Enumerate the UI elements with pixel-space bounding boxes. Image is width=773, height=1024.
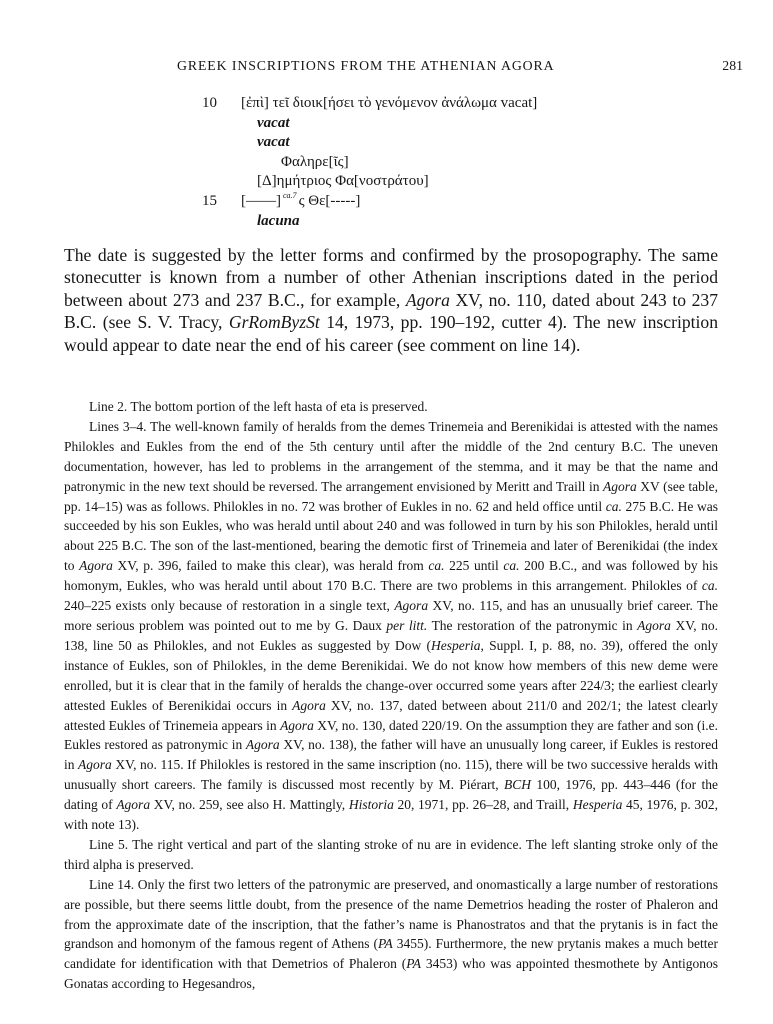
text-run: (see S. V. Tracy, [96,312,229,333]
text-run: The uneven documentation, however, has led to problems in the arrangement of the stemma, and it may be that the name and patronymic in the new text should be reversed. The arrangement envisioned by Meritt and Traill in [64,438,719,494]
text-run: XV, no. 137, dated between about 211/0 and 202/1; the latest clearly attested Eukles of Trinemeia appears in [64,697,718,733]
inscription-line-text: Φαληρε[ῖς] [281,153,349,170]
text-run: B.C. [267,289,301,310]
inscription-line [202,212,642,232]
text-run: , for example, [300,289,406,310]
text-run: 275 [621,498,650,514]
inscription-line-text: vacat [257,114,290,131]
page-header [177,58,743,78]
text-run: PA [378,936,393,952]
text-run: Agora [637,617,671,633]
text-run: BCH [504,777,532,793]
running-head: GREEK INSCRIPTIONS FROM THE ATHENIAN AGORA [177,58,555,73]
text-run: Line 14. Only the first two letters of the patronymic are preserved, and onomastically a large number of restorations are possible, but there seems little doubt, from the presence of the name Demetrios heading the roster of Phaleron and from the approximate date of the inscription, that the father’s name is Phanostratos and that the prytanis is in fact the grandson and homonym of the famous regent of Athens ( [64,876,718,952]
text-run: Line 2. The bottom portion of the left hasta of eta is preserved. [89,399,428,414]
text-run: The restoration of the patronymic in [427,617,638,633]
text-run: Agora [405,289,450,310]
text-run: XV, no. 115, and has an unusually brief career. The more serious problem was pointed out to me by G. Daux [64,598,718,633]
note-paragraph [64,417,718,835]
inscription-line-text: vacat [257,134,290,151]
letter-count: ca.7 [283,190,297,200]
text-run: XV (see table, pp. 14–15) was as follows. Philokles in no. 72 was brother of Eukles in no. 62 and held office until [64,478,718,514]
note-paragraph [64,397,718,417]
text-run: ca. [428,558,445,574]
intro-text [64,244,718,356]
line-notes [64,397,718,994]
text-run: 200 [519,558,549,574]
inscription-line-text: [Δ]ημήτριος Φα[νοστράτου] [257,173,429,190]
text-run: There are two problems in this arrangement. Philokles of [376,578,702,594]
text-run: per litt. [386,617,428,633]
note-paragraph [64,835,718,875]
text-run: ca. [503,558,520,574]
text-run: XV, no. 110, dated about 243 to 237 [449,289,718,310]
text-run: Historia [348,797,394,813]
line-number: 10 [202,95,217,111]
text-run: 3453) who was appointed thesmothete by Antigonos Gonatas according to Hegesandros, [64,956,719,992]
text-run: XV, no. 115. If Philokles is restored in the same inscription (no. 115), there will be two successive heralds with unusually short careers. The family is discussed most recently by M. Piérart, [64,757,718,793]
text-run: GrRomByzSt [228,312,320,333]
text-run: , and was followed by his homonym, Eukles, who was herald until about 170 [64,558,719,594]
commentary-paragraph [64,244,718,356]
text-run: Hesperia [572,797,623,813]
text-run: 3455). Furthermore, the new prytanis makes a much better candidate for identification with that Demetrios of Phaleron ( [64,936,719,972]
inscription-line [202,94,642,114]
inscription-line-text [241,192,360,213]
inscription-text [202,94,642,231]
text-run: He was succeeded by his son Eukles, who was herald until about 240 and was followed in turn by his son Philokles, herald until about 225 [64,498,718,554]
text-run: PA [406,956,422,972]
text-run: XV, p. 396, failed to make this clear), was herald from [112,558,429,574]
text-run: B.C. [351,578,377,594]
text-run: B.C. [649,498,675,514]
text-run: Agora [245,737,280,753]
text-run: ca. [701,578,719,594]
inscription-line-text: [ἐπὶ] τεῖ διοικ[ήσει τὸ γενόμενον ἀνάλωμα vacat] [241,95,538,111]
text-run: 14, 1973, pp. 190–192, cutter 4). The new inscription would appear to date near the end of his career (see comment on line 14). [64,312,719,355]
text-run: Agora [78,757,112,773]
text-run: B.C. [549,558,574,574]
text-run: B.C. [64,312,97,333]
text-run: Hesperia [431,637,481,653]
inscription-line [202,114,642,134]
text-run: Agora [292,697,326,713]
text-run: 225 until [444,558,504,574]
text-run: The date is suggested by the letter forms and confirmed by the prosopography. The same stonecutter is known from a number of other Athenian inscriptions dated in the period between about 273 and 237 [64,245,718,310]
inscription-line [202,192,642,212]
text-run: XV, no. 138, line 50 as Philokles, and not Eukles as suggested by Dow ( [64,617,718,653]
text-run: XV, no. 259, see also H. Mattingly, [150,797,349,813]
text-run: , Suppl. I, p. 88, no. 39), offered the only instance of Eukles, son of Philokles, in the deme Berenikidai. We do not know how members of this new deme were enrolled, but it is clear that in the family of heralds the change-over occurred some years after 224/3; the earliest clearly attested Eukles of Berenikidai occurs in [64,637,718,713]
note-paragraph [64,875,718,994]
inscription-fragment: ς Θε[-----] [298,192,361,209]
text-run: Line 5. The right vertical and part of the slanting stroke of nu are in evidence. The left slanting stroke only of the third alpha is preserved. [64,836,718,872]
text-run: Agora [603,478,637,494]
text-run: B.C. [621,438,646,454]
inscription-line [202,153,642,173]
inscription-line-text: lacuna [257,212,300,229]
text-run: Agora [79,558,113,574]
text-run: 240–225 exists only because of restoration in a single text, [64,598,395,614]
inscription-line [202,172,642,192]
text-run: 100, 1976, pp. 443–446 (for the dating of [64,777,718,813]
inscription-line [202,133,642,153]
text-run: 45, 1976, p. 302, with note 13). [64,797,718,833]
line-number: 15 [202,192,217,209]
text-run: Lines 3–4. The well-known family of heralds from the demes Trinemeia and Berenikidai is attested with the names Philokles and Eukles from the end of the 5th century until after the middle of the 2nd century [64,418,718,454]
text-run: Agora [394,598,429,614]
text-run: ca. [605,498,622,514]
lacuna-bracket: [——] [241,192,281,209]
text-run: Agora [280,717,314,733]
page-number: 281 [722,58,743,73]
text-run: The son of the last-mentioned, bearing the demotic first of Trinemeia and later of Berenikidai (the index to [64,538,718,574]
text-run: XV, no. 130, dated 220/19. On the assumption they are father and son (i.e. Eukles restored as patronymic in [64,717,718,753]
text-run: 20, 1971, pp. 26–28, and Traill, [393,797,573,813]
text-run: Agora [116,797,151,813]
text-run: B.C. [121,538,147,554]
text-run: XV, no. 138), the father will have an unusually long career, if Eukles is restored in [64,737,719,773]
